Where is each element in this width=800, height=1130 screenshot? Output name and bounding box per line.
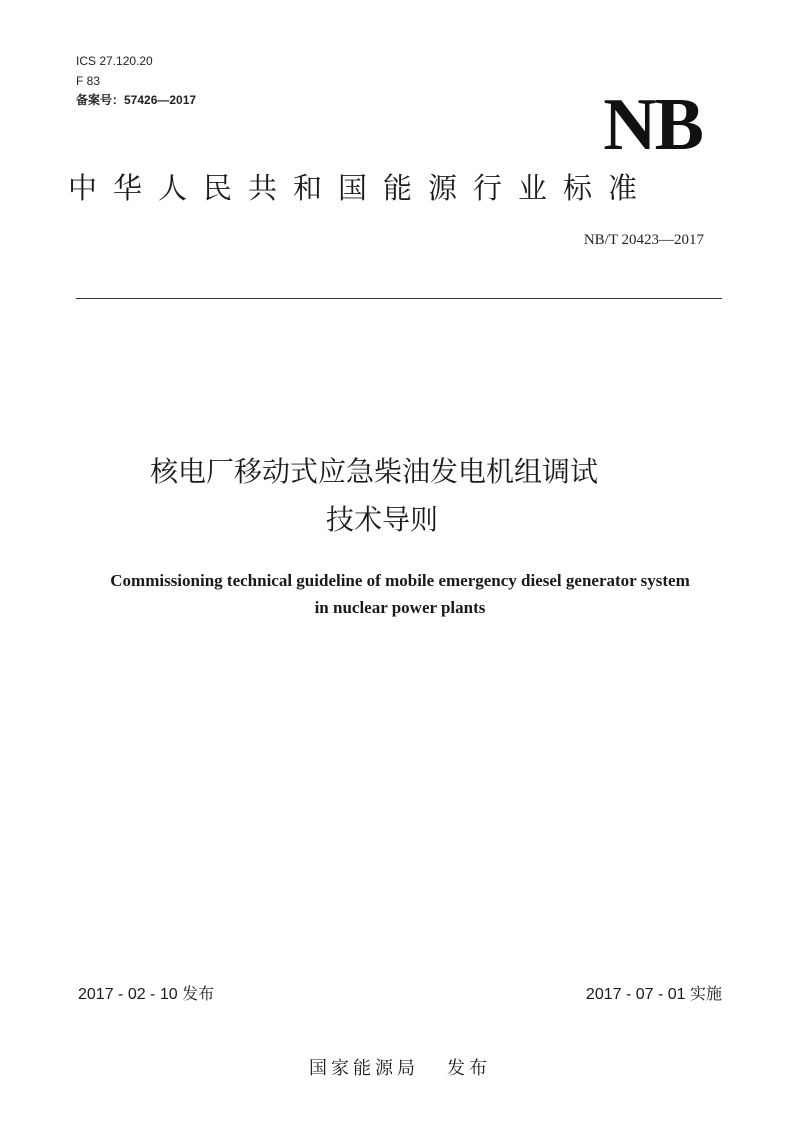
header-divider xyxy=(76,298,722,299)
english-title-line-2: in nuclear power plants xyxy=(314,598,486,617)
ics-code: ICS 27.120.20 xyxy=(76,54,153,68)
english-title-line-1: Commissioning technical guideline of mobile emergency diesel generator system xyxy=(110,571,690,590)
standard-number: NB/T 20423—2017 xyxy=(583,232,704,248)
chinese-title-line-2: 技术导则 xyxy=(325,503,438,536)
record-number: 备案号：57426—2017 xyxy=(76,93,197,107)
publisher-name: 国家能源局 xyxy=(309,1058,419,1079)
standard-category-name: 中华人民共和国能源行业标准 xyxy=(68,171,654,205)
implementation-date: 2017 - 07 - 01 实施 xyxy=(585,986,722,1003)
issue-date: 2017 - 02 - 10 发布 xyxy=(78,986,215,1003)
publisher-line xyxy=(0,1057,800,1081)
publisher-action: 发布 xyxy=(447,1058,491,1079)
nb-logo: NB xyxy=(603,84,702,166)
classification-code: F 83 xyxy=(76,74,101,88)
chinese-title-line-1: 核电厂移动式应急柴油发电机组调试 xyxy=(149,455,598,488)
